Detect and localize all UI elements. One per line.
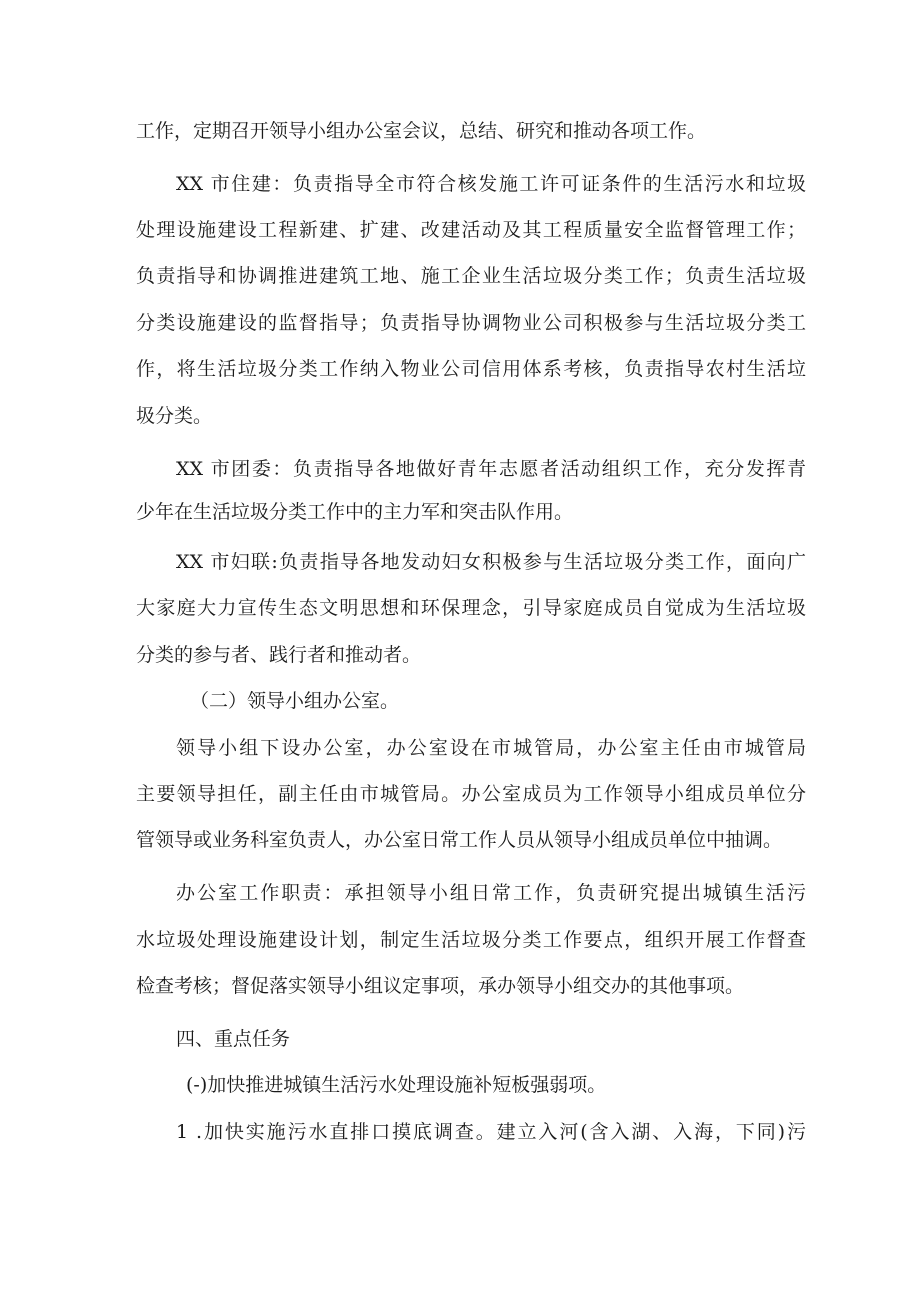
paragraph-line: XX 市住建：负责指导全市符合核发施工许可证条件的生活污水和垃圾 xyxy=(176,173,806,195)
subsection-heading: (-)加快推进城镇生活污水处理设施补短板强弱项。 xyxy=(186,1074,607,1096)
paragraph-line: 领导小组下设办公室，办公室设在市城管局，办公室主任由市城管局 xyxy=(176,737,806,759)
paragraph-line: 大家庭大力宣传生态文明思想和环保理念，引导家庭成员自觉成为生活垃圾 xyxy=(136,597,806,619)
paragraph-line: 办公室工作职责：承担领导小组日常工作，负责研究提出城镇生活污 xyxy=(176,882,806,904)
section-heading: （二）领导小组办公室。 xyxy=(190,690,400,712)
paragraph-line: 负责指导和协调推进建筑工地、施工企业生活垃圾分类工作；负责生活垃圾 xyxy=(136,265,806,287)
paragraph-line: XX 市妇联:负责指导各地发动妇女积极参与生活垃圾分类工作，面向广 xyxy=(176,551,806,573)
paragraph-line: 管领导或业务科室负责人，办公室日常工作人员从领导小组成员单位中抽调。 xyxy=(136,829,783,851)
paragraph-line: 工作，定期召开领导小组办公室会议，总结、研究和推动各项工作。 xyxy=(136,120,707,142)
paragraph-line: 处理设施建设工程新建、扩建、改建活动及其工程质量安全监督管理工作； xyxy=(136,219,806,241)
paragraph-line: 主要领导担任，副主任由市城管局。办公室成员为工作领导小组成员单位分 xyxy=(136,783,806,805)
paragraph-line: 少年在生活垃圾分类工作中的主力军和突击队作用。 xyxy=(136,501,574,523)
paragraph-line: 圾分类。 xyxy=(136,405,213,427)
paragraph-line: 检查考核；督促落实领导小组议定事项，承办领导小组交办的其他事项。 xyxy=(136,975,745,997)
paragraph-line: 作，将生活垃圾分类工作纳入物业公司信用体系考核，负责指导农村生活垃 xyxy=(136,358,806,380)
paragraph-line: 分类设施建设的监督指导；负责指导协调物业公司积极参与生活垃圾分类工 xyxy=(136,312,806,334)
paragraph-line: XX 市团委：负责指导各地做好青年志愿者活动组织工作，充分发挥青 xyxy=(176,458,806,480)
paragraph-line: 分类的参与者、践行者和推动者。 xyxy=(136,644,422,666)
section-heading: 四、重点任务 xyxy=(176,1028,291,1050)
paragraph-line: 1 .加快实施污水直排口摸底调查。建立入河(含入湖、入海，下同)污 xyxy=(176,1121,806,1143)
paragraph-line: 水垃圾处理设施建设计划，制定生活垃圾分类工作要点，组织开展工作督查 xyxy=(136,929,806,951)
